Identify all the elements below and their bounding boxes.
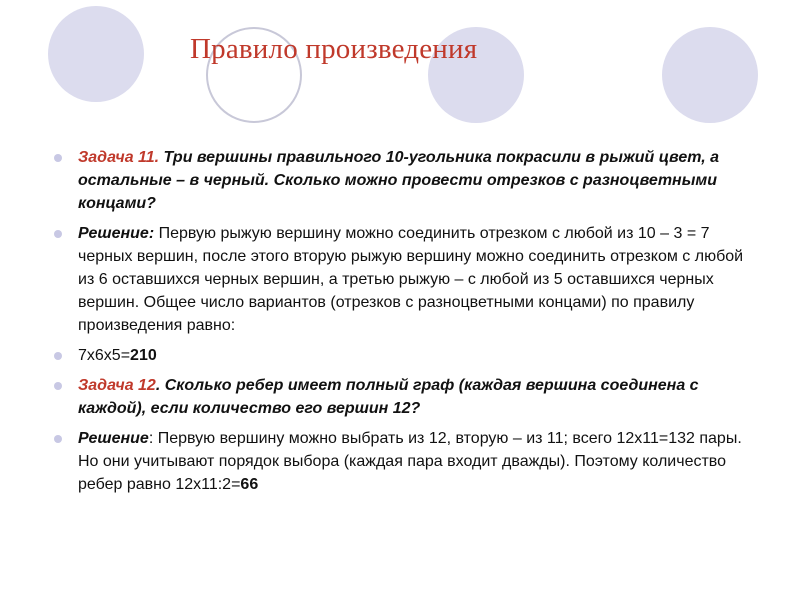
solution-result: 66 [240,476,259,493]
list-item-task-11 [54,146,758,215]
list-item-solution-11 [54,222,758,337]
task-text: . Сколько ребер имеет полный граф (каждая вершина соединена с каждой), если количество его вершин 12? [78,377,699,417]
formula-text: 7х6х5= [78,347,131,364]
solution-label: Решение: [78,225,155,242]
list-item-formula [54,344,758,367]
bullet-icon [54,352,62,360]
bullet-icon [54,435,62,443]
bullet-icon [54,382,62,390]
task-label: Задача 11. [78,149,160,166]
solution-text: Первую рыжую вершину можно соединить отрезком с любой из 10 – 3 = 7 черных вершин, после этого вторую рыжую вершину можно соединить отрезком с любой из 6 оставшихся черных вершин, а третью рыжую – с любой из 5 оставшихся черных вершин. Общее число вариантов (отрезков с разноцветными концами) по правилу произведения равно: [78,225,744,334]
solution-text: : Первую вершину можно выбрать из 12, вторую – из 11; всего 12х11=132 пары. Но они учитывают порядок выбора (каждая пара входит дважды). Поэтому количество ребер равно 12х11:2= [78,430,742,493]
slide-content [54,146,758,503]
bullet-icon [54,154,62,162]
task-text: Три вершины правильного 10-угольника покрасили в рыжий цвет, а остальные – в черный. Сколько можно провести отрезков с разноцветными концами? [78,149,720,212]
decorative-circle-filled [48,6,144,102]
solution-label: Решение [78,430,149,447]
decorative-circle-filled [662,27,758,123]
formula-result: 210 [130,347,157,364]
bullet-icon [54,230,62,238]
list-item-solution-12 [54,427,758,496]
slide-title: Правило произведения [190,33,478,65]
list-item-task-12 [54,374,758,420]
task-label: Задача 12 [78,377,156,394]
